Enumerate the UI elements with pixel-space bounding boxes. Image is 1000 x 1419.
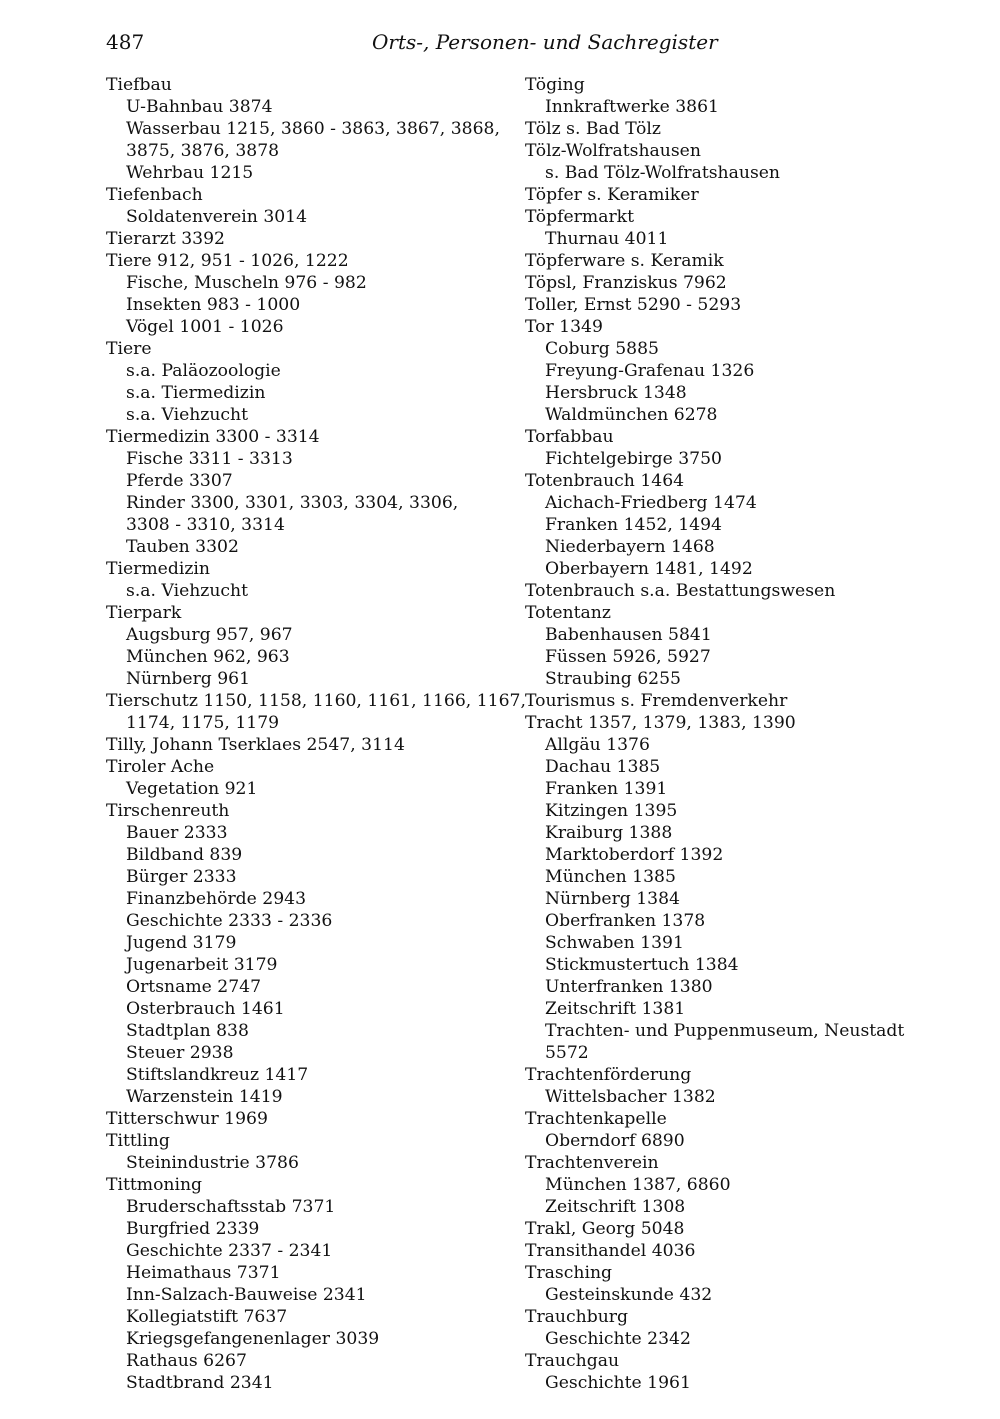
- index-subentry: Freyung-Grafenau 1326: [545, 361, 755, 381]
- index-entry: Töpsl, Franziskus 7962: [525, 273, 727, 293]
- index-entry: Tilly, Johann Tserklaes 2547, 3114: [106, 735, 405, 755]
- index-subentry: Zeitschrift 1308: [545, 1197, 686, 1217]
- index-entry: Transithandel 4036: [525, 1241, 696, 1261]
- index-subentry: s.a. Viehzucht: [126, 405, 249, 425]
- index-subentry: Waldmünchen 6278: [545, 405, 718, 425]
- index-subentry: Ortsname 2747: [126, 977, 262, 997]
- index-subentry: Vegetation 921: [126, 779, 258, 799]
- index-entry: Tiefbau: [106, 75, 172, 95]
- index-entry: Trakl, Georg 5048: [525, 1219, 685, 1239]
- index-subentry: Insekten 983 - 1000: [126, 295, 301, 315]
- index-subentry: Wehrbau 1215: [126, 163, 254, 183]
- index-entry: Tor 1349: [525, 317, 603, 337]
- index-subentry: s. Bad Tölz-Wolfratshausen: [545, 163, 781, 183]
- index-subentry: Wittelsbacher 1382: [545, 1087, 716, 1107]
- index-subentry: Dachau 1385: [545, 757, 661, 777]
- index-subentry: Bruderschaftsstab 7371: [126, 1197, 336, 1217]
- index-entry: Totenbrauch 1464: [525, 471, 685, 491]
- index-subentry: Oberndorf 6890: [545, 1131, 685, 1151]
- index-subentry: Babenhausen 5841: [545, 625, 712, 645]
- index-subentry: Niederbayern 1468: [545, 537, 715, 557]
- index-subentry: 3875, 3876, 3878: [126, 141, 280, 161]
- index-entry: Titterschwur 1969: [106, 1109, 268, 1129]
- index-subentry: Kollegiatstift 7637: [126, 1307, 288, 1327]
- index-entry: Tierschutz 1150, 1158, 1160, 1161, 1166, 1167,: [106, 691, 526, 711]
- index-entry: Töging: [525, 75, 585, 95]
- index-subentry: Gesteinskunde 432: [545, 1285, 713, 1305]
- index-entry: Totenbrauch s.a. Bestattungswesen: [525, 581, 836, 601]
- index-subentry: München 1385: [545, 867, 676, 887]
- index-entry: Trachtenförderung: [525, 1065, 692, 1085]
- index-subentry: Hersbruck 1348: [545, 383, 687, 403]
- index-subentry: Oberfranken 1378: [545, 911, 706, 931]
- index-subentry: Wasserbau 1215, 3860 - 3863, 3867, 3868,: [126, 119, 500, 139]
- index-subentry: Oberbayern 1481, 1492: [545, 559, 753, 579]
- index-subentry: Franken 1391: [545, 779, 668, 799]
- index-subentry: Nürnberg 1384: [545, 889, 680, 909]
- running-title: Orts-, Personen- und Sachregister: [372, 30, 718, 54]
- index-subentry: 5572: [545, 1043, 589, 1063]
- index-entry: Tirschenreuth: [106, 801, 230, 821]
- index-subentry: Aichach-Friedberg 1474: [545, 493, 757, 513]
- index-subentry: Füssen 5926, 5927: [545, 647, 711, 667]
- index-subentry: Innkraftwerke 3861: [545, 97, 719, 117]
- index-entry: Tiroler Ache: [106, 757, 215, 777]
- index-subentry: Augsburg 957, 967: [126, 625, 293, 645]
- index-subentry: Stadtplan 838: [126, 1021, 249, 1041]
- index-entry: Tiefenbach: [106, 185, 203, 205]
- index-entry: Tracht 1357, 1379, 1383, 1390: [525, 713, 796, 733]
- index-subentry: Inn-Salzach-Bauweise 2341: [126, 1285, 367, 1305]
- index-subentry: Stadtbrand 2341: [126, 1373, 274, 1393]
- index-subentry: s.a. Viehzucht: [126, 581, 249, 601]
- index-entry: Totentanz: [525, 603, 611, 623]
- index-subentry: Steuer 2938: [126, 1043, 234, 1063]
- index-subentry: Geschichte 1961: [545, 1373, 691, 1393]
- index-subentry: Rinder 3300, 3301, 3303, 3304, 3306,: [126, 493, 459, 513]
- index-subentry: Osterbrauch 1461: [126, 999, 285, 1019]
- index-subentry: U-Bahnbau 3874: [126, 97, 273, 117]
- index-subentry: Thurnau 4011: [545, 229, 669, 249]
- index-subentry: Geschichte 2342: [545, 1329, 691, 1349]
- index-subentry: Geschichte 2333 - 2336: [126, 911, 333, 931]
- index-subentry: s.a. Tiermedizin: [126, 383, 266, 403]
- index-subentry: Stiftslandkreuz 1417: [126, 1065, 309, 1085]
- index-entry: Töpfermarkt: [525, 207, 634, 227]
- index-subentry: Steinindustrie 3786: [126, 1153, 299, 1173]
- index-entry: Tourismus s. Fremdenverkehr: [525, 691, 788, 711]
- index-entry: Trachtenverein: [525, 1153, 659, 1173]
- index-subentry: Pferde 3307: [126, 471, 233, 491]
- page-header: [0, 28, 1000, 58]
- index-entry: Toller, Ernst 5290 - 5293: [525, 295, 742, 315]
- index-entry: Tiere 912, 951 - 1026, 1222: [106, 251, 349, 271]
- index-subentry: Allgäu 1376: [545, 735, 650, 755]
- index-subentry: Fichtelgebirge 3750: [545, 449, 722, 469]
- index-subentry: Vögel 1001 - 1026: [126, 317, 284, 337]
- index-subentry: Heimathaus 7371: [126, 1263, 281, 1283]
- index-subentry: Geschichte 2337 - 2341: [126, 1241, 333, 1261]
- index-subentry: Schwaben 1391: [545, 933, 684, 953]
- index-subentry: Kraiburg 1388: [545, 823, 673, 843]
- index-entry: Tiermedizin: [106, 559, 210, 579]
- index-entry: Tittmoning: [106, 1175, 203, 1195]
- index-entry: Töpfer s. Keramiker: [525, 185, 699, 205]
- index-column-left: [106, 74, 526, 1394]
- index-subentry: Trachten- und Puppenmuseum, Neustadt: [545, 1021, 905, 1041]
- index-subentry: 3308 - 3310, 3314: [126, 515, 285, 535]
- index-entry: Tölz-Wolfratshausen: [525, 141, 701, 161]
- index-subentry: Tauben 3302: [126, 537, 239, 557]
- index-entry: Trauchburg: [525, 1307, 628, 1327]
- index-subentry: Nürnberg 961: [126, 669, 251, 689]
- index-subentry: Bürger 2333: [126, 867, 237, 887]
- index-subentry: Bauer 2333: [126, 823, 228, 843]
- index-column-right: [525, 74, 945, 1394]
- index-entry: Tiere: [106, 339, 152, 359]
- index-subentry: Fische, Muscheln 976 - 982: [126, 273, 367, 293]
- index-subentry: Stickmustertuch 1384: [545, 955, 739, 975]
- index-subentry: Kriegsgefangenenlager 3039: [126, 1329, 380, 1349]
- index-entry: Tierpark: [106, 603, 182, 623]
- index-subentry: 1174, 1175, 1179: [126, 713, 280, 733]
- index-subentry: Zeitschrift 1381: [545, 999, 686, 1019]
- index-subentry: Coburg 5885: [545, 339, 659, 359]
- index-entry: Trasching: [525, 1263, 613, 1283]
- index-subentry: Marktoberdorf 1392: [545, 845, 724, 865]
- index-entry: Torfabbau: [525, 427, 614, 447]
- index-entry: Tittling: [106, 1131, 170, 1151]
- index-subentry: s.a. Paläozoologie: [126, 361, 281, 381]
- index-subentry: Fische 3311 - 3313: [126, 449, 293, 469]
- index-entry: Trachtenkapelle: [525, 1109, 667, 1129]
- index-entry: Tölz s. Bad Tölz: [525, 119, 661, 139]
- index-subentry: München 1387, 6860: [545, 1175, 731, 1195]
- index-subentry: Burgfried 2339: [126, 1219, 260, 1239]
- index-subentry: Jugend 3179: [126, 933, 237, 953]
- index-entry: Trauchgau: [525, 1351, 620, 1371]
- index-subentry: Rathaus 6267: [126, 1351, 247, 1371]
- index-entry: Töpferware s. Keramik: [525, 251, 724, 271]
- index-subentry: Jugenarbeit 3179: [126, 955, 278, 975]
- index-subentry: Straubing 6255: [545, 669, 681, 689]
- index-subentry: Finanzbehörde 2943: [126, 889, 307, 909]
- index-entry: Tierarzt 3392: [106, 229, 225, 249]
- index-subentry: Franken 1452, 1494: [545, 515, 722, 535]
- index-subentry: Soldatenverein 3014: [126, 207, 308, 227]
- index-subentry: Bildband 839: [126, 845, 243, 865]
- index-subentry: Warzenstein 1419: [126, 1087, 283, 1107]
- index-subentry: München 962, 963: [126, 647, 290, 667]
- index-subentry: Unterfranken 1380: [545, 977, 713, 997]
- page-number: 487: [106, 30, 145, 54]
- index-entry: Tiermedizin 3300 - 3314: [106, 427, 320, 447]
- index-subentry: Kitzingen 1395: [545, 801, 678, 821]
